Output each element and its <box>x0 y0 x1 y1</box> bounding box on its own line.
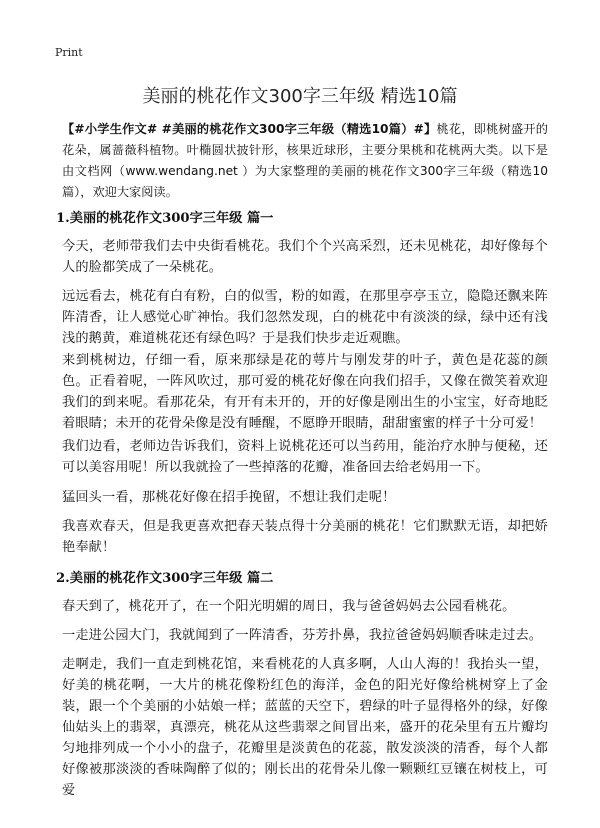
paragraph: 今天，老师带我们去中央街看桃花。我们个个兴高采烈，还未见桃花，却好像每个人的脸都笑成了一朵桃花。 <box>62 239 548 275</box>
intro-text: 桃花，即桃树盛开的花朵，属蔷薇科植物。叶椭圆状披针形，核果近球形，主要分果桃和花桃两大类。以下是由文档网（www.wendang.net ）为大家整理的美丽的桃花作文300字三年级（精选10篇），欢迎大家阅读。 <box>62 122 548 199</box>
paragraph: 远远看去，桃花有白有粉，白的似雪，粉的如霞，在那里亭亭玉立，隐隐还飘来阵阵清香，让人感觉心旷神怡。我们忽然发现，白的桃花中有淡淡的绿，绿中还有浅浅的鹅黄，难道桃花还有绿色吗？于是我们快步走近观瞧。 <box>62 289 548 346</box>
paragraph: 我们边看，老师边告诉我们，资料上说桃花还可以当药用，能治疗水肿与便秘，还可以美容用呢！所以我就捡了一些掉落的花瓣，准备回去给老妈用一下。 <box>62 439 548 475</box>
paragraph: 一走进公园大门，我就闻到了一阵清香，芬芳扑鼻，我拉爸爸妈妈顺香味走过去。 <box>62 628 543 643</box>
intro-paragraph <box>62 119 548 203</box>
print-link[interactable]: Print <box>55 46 83 59</box>
paragraph: 来到桃树边，仔细一看，原来那绿是花的萼片与刚发芽的叶子，黄色是花蕊的颜色。正看着呢，一阵风吹过，那可爱的桃花好像在向我们招手，又像在微笑着欢迎我们的到来呢。看那花朵，有开有未开的，开的好像是刚出生的小宝宝，好奇地眨着眼睛；未开的花骨朵像是没有睡醒，不愿睁开眼睛，甜甜蜜蜜的样子十分可爱！ <box>62 353 548 431</box>
section-1-heading: 1.美丽的桃花作文300字三年级 篇一 <box>56 211 274 226</box>
paragraph: 春天到了，桃花开了，在一个阳光明媚的周日，我与爸爸妈妈去公园看桃花。 <box>62 599 516 614</box>
paragraph: 我喜欢春天，但是我更喜欢把春天装点得十分美丽的桃花！它们默默无语，却把娇艳奉献！ <box>62 519 548 555</box>
paragraph: 走啊走，我们一直走到桃花馆，来看桃花的人真多啊，人山人海的！我抬头一望，好美的桃花啊，一大片的桃花像粉红色的海洋，金色的阳光好像给桃树穿上了金装，跟一个个美丽的小姑娘一样；蓝蓝的天空下，碧绿的叶子显得格外的绿，好像仙姑头上的翡翠，真漂亮，桃花从这些翡翠之间冒出来，盛开的花朵里有五片瓣均匀地排列成一个小小的盘子，花瓣里是淡黄色的花蕊，散发淡淡的清香，每个人都好像被那淡淡的香味陶醉了似的；刚长出的花骨朵儿像一颗颗红豆镶在树枝上，可爱 <box>62 657 548 798</box>
section-2-heading: 2.美丽的桃花作文300字三年级 篇二 <box>56 571 274 586</box>
page-title: 美丽的桃花作文300字三年级 精选10篇 <box>142 86 458 107</box>
paragraph: 猛回头一看，那桃花好像在招手挽留，不想让我们走呢！ <box>62 490 396 505</box>
intro-tags: 【#小学生作文# #美丽的桃花作文300字三年级（精选10篇）#】 <box>62 122 437 136</box>
